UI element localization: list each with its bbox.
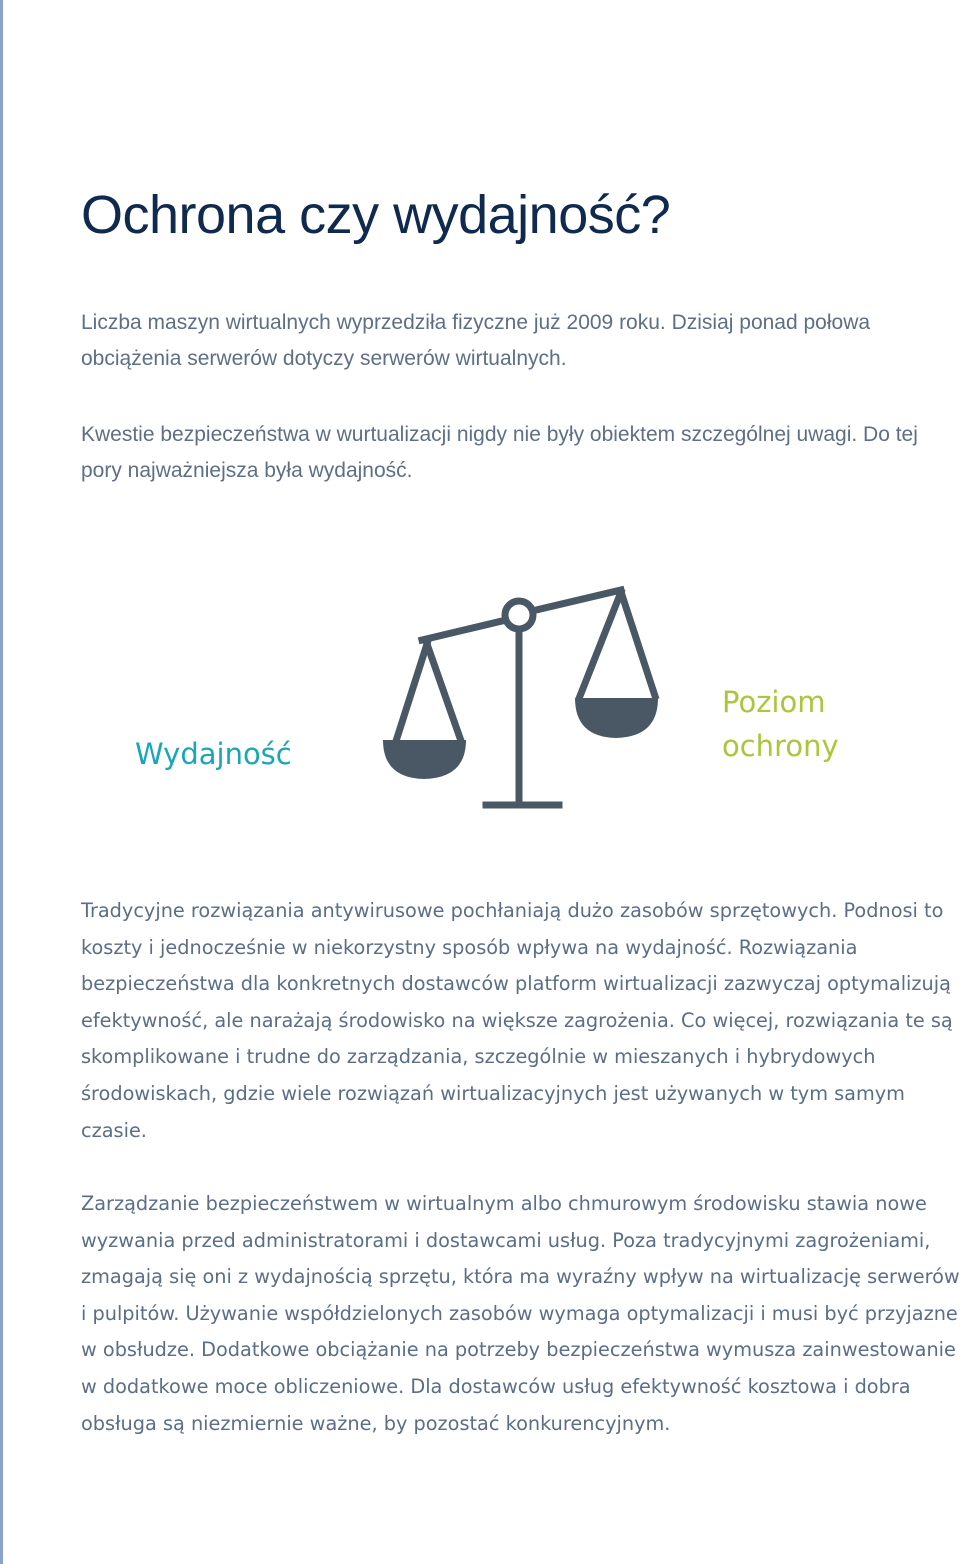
left-scale-pan: [383, 740, 466, 779]
scale-beam-right: [536, 590, 621, 610]
right-pan-string-2: [621, 592, 655, 696]
label-wydajnosc: Wydajność: [135, 737, 292, 771]
scale-pivot: [505, 601, 533, 629]
intro-paragraph-2: Kwestie bezpieczeństwa w wurtualizacji nigdy nie były obiektem szczególnej uwagi. Do tej pory najważniejsza była wydajność.: [81, 423, 918, 482]
right-scale-pan: [575, 698, 658, 738]
body-paragraph-2: Zarządzanie bezpieczeństwem w wirtualnym albo chmurowym środowisku stawia nowe wyzwania przed administratorami i dostawcami usług. Poza tradycyjnymi zagrożeniami, zmagają się oni z wydajnością sprzętu, która ma wyraźny wpływ na wirtualizację serwerów i pulpitów. Używanie współdzielonych zasobów wymaga optymalizacji i musi być przyjazne w obsłudze. Dodatkowe obciążanie na potrzeby bezpieczeństwa wymusza zainwestowanie w dodatkowe moce obliczeniowe. Dla dostawców usług efektywność kosztowa i dobra obsługa są niezmiernie ważne, by pozostać konkurencyjnym.: [81, 1192, 960, 1435]
left-pan-string-1: [397, 644, 427, 738]
label-poziom-ochrony: Poziom ochrony: [722, 685, 839, 763]
left-pan-string-2: [427, 644, 460, 738]
right-pan-string-1: [580, 592, 621, 696]
intro-paragraph-1: Liczba maszyn wirtualnych wyprzedziła fizyczne już 2009 roku. Dzisiaj ponad połowa obciążenia serwerów dotyczy serwerów wirtualnych.: [81, 311, 871, 370]
body-paragraph-1: Tradycyjne rozwiązania antywirusowe pochłaniają dużo zasobów sprzętowych. Podnosi to koszty i jednocześnie w niekorzystny sposób wpływa na wydajność. Rozwiązania bezpieczeństwa dla konkretnych dostawców platform wirtualizacji zazwyczaj optymalizują efektywność, ale narażają środowisko na większe zagrożenia. Co więcej, rozwiązania te są skomplikowane i trudne do zarządzania, szczególnie w mieszanych i hybrydowych środowiskach, gdzie wiele rozwiązań wirtualizacyjnych jest używanych w tym samym czasie.: [81, 899, 953, 1142]
page-title: Ochrona czy wydajność?: [81, 185, 671, 245]
scale-beam-left: [422, 621, 502, 640]
